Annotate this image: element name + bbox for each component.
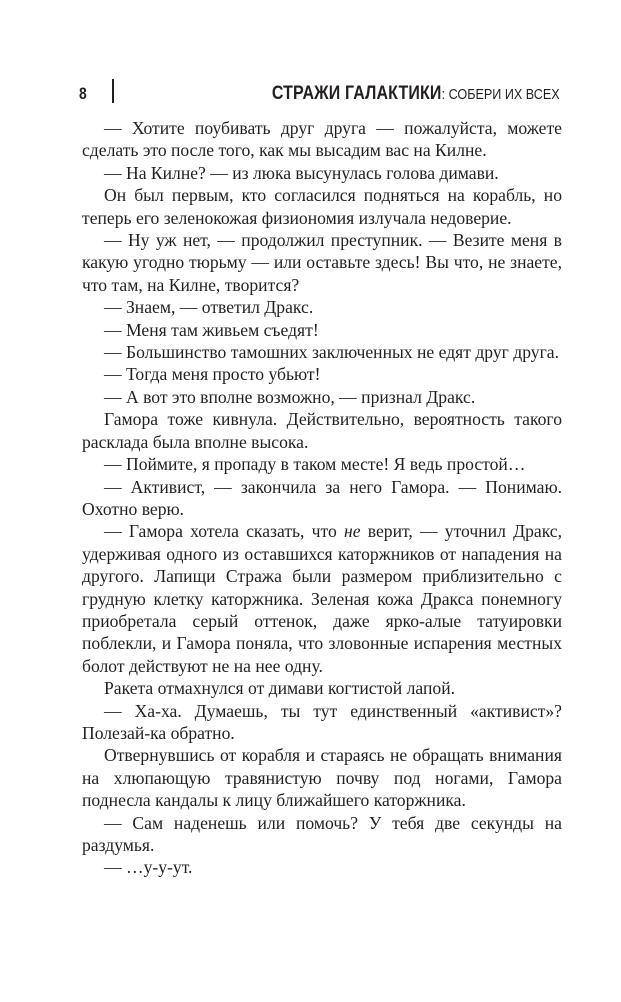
paragraph-text: — Большинство тамошних заключенных не едят друг друга. [104, 342, 559, 363]
paragraph-text: — Гамора хотела сказать, что [104, 521, 344, 542]
paragraph-text: — Хотите поубивать друг друга — пожалуйста, можете сделать это после того, как мы высадим вас на Килне. [82, 118, 562, 161]
paragraph [82, 677, 562, 699]
paragraph-text: — Сам наденешь или помочь? У тебя две секунды на раздумья. [82, 812, 562, 855]
paragraph [82, 117, 562, 162]
paragraph-text: — Меня там живьем съедят! [104, 319, 319, 340]
paragraph [82, 162, 562, 184]
paragraph-text: — Ну уж нет, — продолжил преступник. — Везите меня в какую угодно тюрьму — или оставьте здесь! Вы что, не знаете, что там, на Килне, творится? [82, 230, 562, 295]
body-text [82, 117, 562, 879]
paragraph [82, 856, 562, 878]
paragraph [82, 408, 562, 453]
paragraph [82, 812, 562, 857]
paragraph-text: — На Килне? — из люка высунулась голова димави. [104, 162, 499, 183]
header-divider [112, 79, 114, 103]
paragraph [82, 520, 562, 677]
paragraph [82, 453, 562, 475]
paragraph [82, 319, 562, 341]
paragraph-text: Он был первым, кто согласился подняться на корабль, но теперь его зеленокожая физиономия излучала недоверие. [82, 185, 562, 228]
series-subtitle: СОБЕРИ ИХ ВСЕХ [445, 86, 560, 103]
paragraph-text: — Тогда меня просто убьют! [104, 364, 321, 385]
paragraph-text: — Активист, — закончила за него Гамора. — Понимаю. Охотно верю. [82, 476, 562, 519]
paragraph-text: верит, — уточнил Дракс, удерживая одного из оставшихся каторжников от нападения на другого. Лапищи Стража были размером приблизительно с грудную клетку каторжника. Зеленая кожа Дракса понемногу приобретала серый оттенок, даже ярко-алые татуировки поблекли, и Гамора поняла, что зловонные испарения местных болот действуют не на нее одну. [82, 521, 563, 676]
paragraph [82, 296, 562, 318]
paragraph-text: — Ха-ха. Думаешь, ты тут единственный «активист»? Полезай-ка обратно. [82, 700, 562, 743]
paragraph-text: — Знаем, — ответил Дракс. [104, 297, 314, 318]
page-number: 8 [79, 84, 87, 103]
paragraph [82, 386, 562, 408]
paragraph [82, 700, 562, 745]
paragraph [82, 184, 562, 229]
paragraph [82, 363, 562, 385]
series-title: СТРАЖИ ГАЛАКТИКИ [272, 83, 442, 104]
paragraph [82, 744, 562, 811]
paragraph [82, 229, 562, 296]
paragraph-text: — Поймите, я пропаду в таком месте! Я ведь простой… [104, 454, 526, 475]
paragraph [82, 341, 562, 363]
emphasis-word: не [344, 521, 361, 542]
running-header [79, 78, 560, 108]
paragraph-text: Гамора тоже кивнула. Действительно, вероятность такого расклада была вполне высока. [82, 409, 562, 452]
paragraph-text: — А вот это вполне возможно, — признал Дракс. [104, 386, 476, 407]
paragraph [82, 476, 562, 521]
paragraph-text: Ракета отмахнулся от димави когтистой лапой. [104, 678, 456, 699]
running-head [272, 83, 560, 106]
title-separator: : [441, 86, 446, 103]
paragraph-text: Отвернувшись от корабля и стараясь не обращать внимания на хлюпающую травянистую почву под ногами, Гамора поднесла кандалы к лицу ближайшего каторжника. [82, 745, 562, 811]
paragraph-text: — …у-у-ут. [104, 857, 193, 878]
